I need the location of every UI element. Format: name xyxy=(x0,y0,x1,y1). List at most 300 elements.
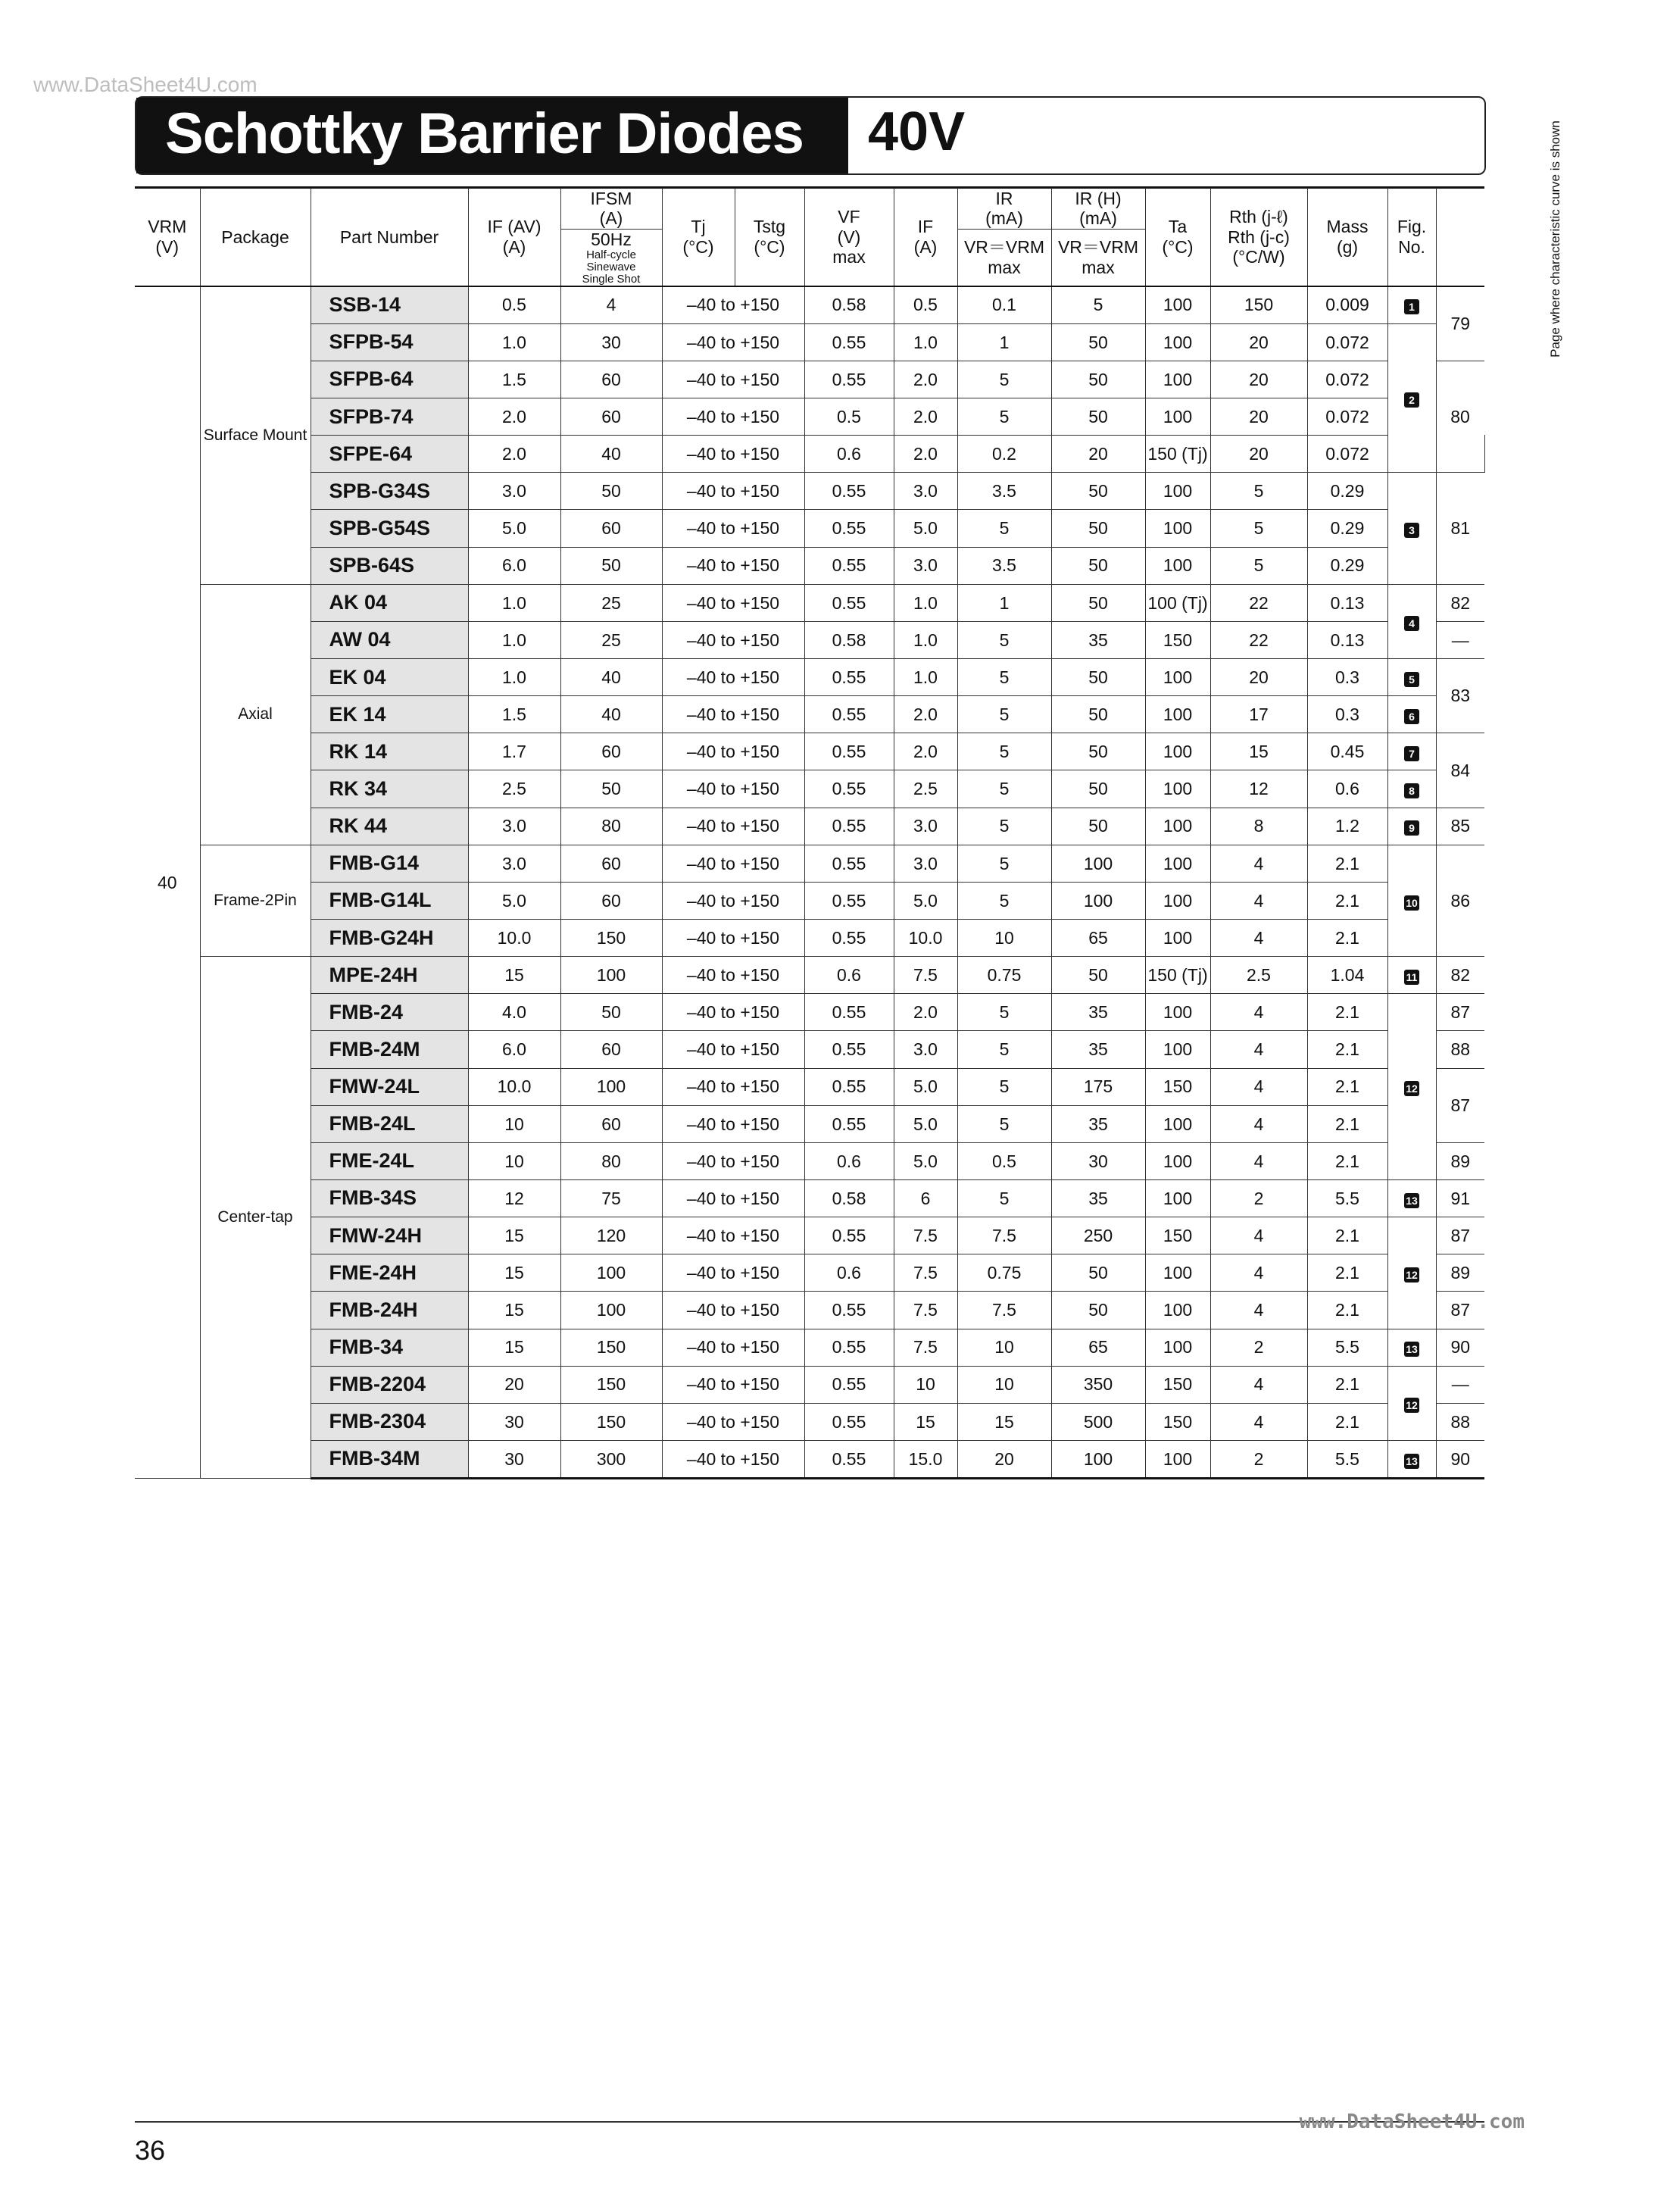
temp-range-cell: –40 to +150 xyxy=(662,1366,804,1403)
fig-cell xyxy=(1387,808,1436,845)
rth-cell: 17 xyxy=(1210,696,1307,733)
ir-cell: 5 xyxy=(957,1068,1051,1105)
part-number: SPB-64S xyxy=(311,547,468,584)
temp-range-cell: –40 to +150 xyxy=(662,436,804,473)
header-if-av: IF (AV) (A) xyxy=(468,188,560,286)
if-av-cell: 0.5 xyxy=(468,286,560,324)
if-cell: 1.0 xyxy=(894,658,957,695)
ta-cell: 100 xyxy=(1145,1105,1210,1142)
if-cell: 1.0 xyxy=(894,621,957,658)
temp-range-cell: –40 to +150 xyxy=(662,1217,804,1254)
part-number: FMB-24L xyxy=(311,1105,468,1142)
irh-cell: 100 xyxy=(1051,845,1145,882)
part-number: FMB-2304 xyxy=(311,1403,468,1440)
table-row xyxy=(135,1254,1484,1292)
part-number: FMW-24H xyxy=(311,1217,468,1254)
mass-cell: 0.13 xyxy=(1307,621,1387,658)
ifsm-cell: 30 xyxy=(560,323,662,361)
ta-cell: 100 xyxy=(1145,1142,1210,1179)
part-number: SSB-14 xyxy=(311,286,468,324)
table-row xyxy=(135,770,1484,808)
irh-cell: 35 xyxy=(1051,1105,1145,1142)
fig-cell xyxy=(1387,584,1436,658)
ir-cell: 3.5 xyxy=(957,547,1051,584)
part-number: SPB-G54S xyxy=(311,510,468,547)
ta-cell: 100 xyxy=(1145,658,1210,695)
fig-number-badge: 8 xyxy=(1404,783,1419,798)
mass-cell: 0.29 xyxy=(1307,510,1387,547)
ifsm-cell: 100 xyxy=(560,1254,662,1292)
part-number: FMB-24 xyxy=(311,994,468,1031)
if-av-cell: 5.0 xyxy=(468,510,560,547)
footer-rule xyxy=(135,2121,1484,2123)
fig-cell xyxy=(1387,1440,1436,1478)
mass-cell: 5.5 xyxy=(1307,1329,1387,1366)
mass-cell: 0.45 xyxy=(1307,733,1387,770)
table-row xyxy=(135,658,1484,695)
if-av-cell: 15 xyxy=(468,1329,560,1366)
page-ref-cell: 88 xyxy=(1436,1403,1484,1440)
vf-cell: 0.58 xyxy=(804,1179,894,1217)
ir-cell: 5 xyxy=(957,1031,1051,1068)
ir-cell: 1 xyxy=(957,584,1051,621)
irh-cell: 350 xyxy=(1051,1366,1145,1403)
header-ta: Ta (°C) xyxy=(1145,188,1210,286)
part-number: FMB-34 xyxy=(311,1329,468,1366)
table-row xyxy=(135,436,1484,473)
temp-range-cell: –40 to +150 xyxy=(662,1179,804,1217)
temp-range-cell: –40 to +150 xyxy=(662,808,804,845)
part-number: FMB-34M xyxy=(311,1440,468,1478)
header-tj: Tj (°C) xyxy=(662,188,735,286)
ta-cell: 150 xyxy=(1145,1217,1210,1254)
fig-number-badge: 7 xyxy=(1404,746,1419,761)
table-row xyxy=(135,1068,1484,1105)
rth-cell: 4 xyxy=(1210,1068,1307,1105)
ta-cell: 100 xyxy=(1145,808,1210,845)
irh-cell: 35 xyxy=(1051,1031,1145,1068)
package-cell: Center-tap xyxy=(200,957,311,1479)
page-ref-cell: 82 xyxy=(1436,957,1484,994)
vf-cell: 0.55 xyxy=(804,510,894,547)
page-ref-cell: 79 xyxy=(1436,286,1484,361)
fig-number-badge: 9 xyxy=(1404,820,1419,836)
fig-cell xyxy=(1387,696,1436,733)
page-ref-cell: 80 xyxy=(1436,361,1484,472)
if-av-cell: 30 xyxy=(468,1403,560,1440)
ifsm-cell: 60 xyxy=(560,733,662,770)
ir-cell: 5 xyxy=(957,1179,1051,1217)
if-cell: 10.0 xyxy=(894,919,957,956)
temp-range-cell: –40 to +150 xyxy=(662,919,804,956)
ir-cell: 7.5 xyxy=(957,1292,1051,1329)
fig-cell xyxy=(1387,1179,1436,1217)
if-cell: 2.0 xyxy=(894,436,957,473)
temp-range-cell: –40 to +150 xyxy=(662,696,804,733)
page-ref-cell: 81 xyxy=(1436,473,1484,584)
ta-cell: 100 xyxy=(1145,1440,1210,1478)
if-cell: 3.0 xyxy=(894,473,957,510)
table-row xyxy=(135,286,1484,324)
package-cell: Axial xyxy=(200,584,311,845)
vf-cell: 0.55 xyxy=(804,1217,894,1254)
page-ref-cell: 83 xyxy=(1436,658,1484,733)
if-cell: 5.0 xyxy=(894,510,957,547)
irh-cell: 50 xyxy=(1051,1254,1145,1292)
rth-cell: 20 xyxy=(1210,323,1307,361)
ta-cell: 100 xyxy=(1145,361,1210,398)
temp-range-cell: –40 to +150 xyxy=(662,473,804,510)
vf-cell: 0.6 xyxy=(804,957,894,994)
if-av-cell: 1.7 xyxy=(468,733,560,770)
ta-cell: 100 xyxy=(1145,510,1210,547)
vf-cell: 0.55 xyxy=(804,994,894,1031)
header-mass: Mass (g) xyxy=(1307,188,1387,286)
ifsm-cell: 40 xyxy=(560,436,662,473)
irh-cell: 35 xyxy=(1051,994,1145,1031)
ifsm-cell: 100 xyxy=(560,1068,662,1105)
ifsm-cell: 60 xyxy=(560,882,662,919)
vf-cell: 0.55 xyxy=(804,882,894,919)
ifsm-cell: 60 xyxy=(560,845,662,882)
ir-cell: 5 xyxy=(957,845,1051,882)
temp-range-cell: –40 to +150 xyxy=(662,1292,804,1329)
ifsm-cell: 50 xyxy=(560,770,662,808)
header-vrm: VRM (V) xyxy=(135,188,200,286)
if-av-cell: 20 xyxy=(468,1366,560,1403)
if-av-cell: 15 xyxy=(468,1292,560,1329)
mass-cell: 2.1 xyxy=(1307,919,1387,956)
if-av-cell: 6.0 xyxy=(468,547,560,584)
irh-cell: 65 xyxy=(1051,919,1145,956)
vf-cell: 0.58 xyxy=(804,621,894,658)
part-number: SPB-G34S xyxy=(311,473,468,510)
mass-cell: 0.29 xyxy=(1307,473,1387,510)
rth-cell: 5 xyxy=(1210,473,1307,510)
mass-cell: 2.1 xyxy=(1307,1105,1387,1142)
mass-cell: 0.6 xyxy=(1307,770,1387,808)
mass-cell: 2.1 xyxy=(1307,994,1387,1031)
page-number: 36 xyxy=(135,2135,166,2166)
table-row xyxy=(135,1217,1484,1254)
ir-cell: 0.5 xyxy=(957,1142,1051,1179)
part-number: FME-24H xyxy=(311,1254,468,1292)
header-part-number: Part Number xyxy=(311,188,468,286)
fig-number-badge: 10 xyxy=(1404,895,1419,911)
temp-range-cell: –40 to +150 xyxy=(662,361,804,398)
ir-cell: 5 xyxy=(957,621,1051,658)
ir-cell: 3.5 xyxy=(957,473,1051,510)
vf-cell: 0.55 xyxy=(804,323,894,361)
ir-cell: 10 xyxy=(957,919,1051,956)
table-row xyxy=(135,1105,1484,1142)
part-number: AK 04 xyxy=(311,584,468,621)
header-ifsm: IFSM (A) xyxy=(560,188,662,230)
ir-cell: 1 xyxy=(957,323,1051,361)
table-row xyxy=(135,473,1484,510)
rth-cell: 5 xyxy=(1210,547,1307,584)
fig-cell xyxy=(1387,1366,1436,1440)
table-row xyxy=(135,1179,1484,1217)
if-cell: 7.5 xyxy=(894,957,957,994)
rth-cell: 22 xyxy=(1210,621,1307,658)
ifsm-cell: 60 xyxy=(560,361,662,398)
fig-number-badge: 12 xyxy=(1404,1081,1419,1096)
if-av-cell: 12 xyxy=(468,1179,560,1217)
table-row xyxy=(135,584,1484,621)
ifsm-cell: 25 xyxy=(560,621,662,658)
irh-cell: 500 xyxy=(1051,1403,1145,1440)
temp-range-cell: –40 to +150 xyxy=(662,658,804,695)
irh-cell: 50 xyxy=(1051,361,1145,398)
page-ref-cell: 87 xyxy=(1436,1217,1484,1254)
fig-cell xyxy=(1387,473,1436,584)
vf-cell: 0.55 xyxy=(804,808,894,845)
fig-cell xyxy=(1387,1217,1436,1329)
page-ref-cell: 89 xyxy=(1436,1254,1484,1292)
if-cell: 7.5 xyxy=(894,1292,957,1329)
page-ref-cell: 87 xyxy=(1436,1292,1484,1329)
ir-cell: 5 xyxy=(957,1105,1051,1142)
mass-cell: 2.1 xyxy=(1307,1142,1387,1179)
irh-cell: 20 xyxy=(1051,436,1145,473)
ifsm-cell: 100 xyxy=(560,957,662,994)
if-cell: 3.0 xyxy=(894,1031,957,1068)
vf-cell: 0.6 xyxy=(804,1254,894,1292)
header-tstg: Tstg (°C) xyxy=(735,188,804,286)
fig-number-badge: 11 xyxy=(1404,970,1419,985)
fig-number-badge: 4 xyxy=(1404,616,1419,631)
fig-number-badge: 13 xyxy=(1404,1454,1419,1469)
irh-cell: 50 xyxy=(1051,510,1145,547)
ifsm-cell: 150 xyxy=(560,1329,662,1366)
mass-cell: 0.072 xyxy=(1307,361,1387,398)
header-page: Page where characteristic curve is shown xyxy=(1436,188,1484,286)
ir-cell: 5 xyxy=(957,658,1051,695)
fig-number-badge: 3 xyxy=(1404,523,1419,538)
page-ref-cell: 87 xyxy=(1436,994,1484,1031)
rth-cell: 150 xyxy=(1210,286,1307,324)
if-av-cell: 4.0 xyxy=(468,994,560,1031)
temp-range-cell: –40 to +150 xyxy=(662,1254,804,1292)
irh-cell: 30 xyxy=(1051,1142,1145,1179)
irh-cell: 175 xyxy=(1051,1068,1145,1105)
table-row xyxy=(135,1142,1484,1179)
ir-cell: 5 xyxy=(957,733,1051,770)
ifsm-cell: 150 xyxy=(560,1403,662,1440)
page-ref-cell: 88 xyxy=(1436,1031,1484,1068)
rth-cell: 15 xyxy=(1210,733,1307,770)
ta-cell: 100 xyxy=(1145,696,1210,733)
header-vf: VF (V) max xyxy=(804,188,894,286)
ta-cell: 100 xyxy=(1145,882,1210,919)
ir-cell: 10 xyxy=(957,1366,1051,1403)
rth-cell: 4 xyxy=(1210,1217,1307,1254)
ta-cell: 100 xyxy=(1145,547,1210,584)
ta-cell: 150 (Tj) xyxy=(1145,436,1210,473)
if-av-cell: 15 xyxy=(468,957,560,994)
part-number: SFPB-64 xyxy=(311,361,468,398)
ifsm-cell: 50 xyxy=(560,473,662,510)
if-cell: 5.0 xyxy=(894,882,957,919)
page-ref-cell: 90 xyxy=(1436,1329,1484,1366)
if-cell: 10 xyxy=(894,1366,957,1403)
page-ref-cell: 85 xyxy=(1436,808,1484,845)
fig-number-badge: 13 xyxy=(1404,1193,1419,1208)
table-row xyxy=(135,1292,1484,1329)
page-ref-cell: 84 xyxy=(1436,733,1484,808)
table-row xyxy=(135,398,1484,435)
rth-cell: 12 xyxy=(1210,770,1307,808)
ir-cell: 5 xyxy=(957,510,1051,547)
table-row xyxy=(135,808,1484,845)
if-av-cell: 10.0 xyxy=(468,1068,560,1105)
ifsm-cell: 50 xyxy=(560,994,662,1031)
ta-cell: 100 xyxy=(1145,770,1210,808)
if-av-cell: 1.0 xyxy=(468,323,560,361)
header-irh-condition: VR＝VRM max xyxy=(1051,229,1145,286)
if-av-cell: 3.0 xyxy=(468,845,560,882)
vf-cell: 0.55 xyxy=(804,473,894,510)
ifsm-cell: 150 xyxy=(560,1366,662,1403)
irh-cell: 50 xyxy=(1051,547,1145,584)
vf-cell: 0.55 xyxy=(804,1031,894,1068)
if-cell: 3.0 xyxy=(894,808,957,845)
page-title: Schottky Barrier Diodes xyxy=(165,102,804,166)
ir-cell: 10 xyxy=(957,1329,1051,1366)
table-row xyxy=(135,882,1484,919)
temp-range-cell: –40 to +150 xyxy=(662,1105,804,1142)
fig-cell xyxy=(1387,770,1436,808)
part-number: FMB-24M xyxy=(311,1031,468,1068)
irh-cell: 50 xyxy=(1051,808,1145,845)
ir-cell: 0.1 xyxy=(957,286,1051,324)
ta-cell: 100 xyxy=(1145,919,1210,956)
ta-cell: 100 xyxy=(1145,1254,1210,1292)
if-cell: 5.0 xyxy=(894,1142,957,1179)
table-row xyxy=(135,547,1484,584)
if-cell: 15 xyxy=(894,1403,957,1440)
irh-cell: 100 xyxy=(1051,1440,1145,1478)
ir-cell: 20 xyxy=(957,1440,1051,1478)
page-ref-cell: 82 xyxy=(1436,584,1484,621)
watermark-bottom: www.DataSheet4U.com xyxy=(1299,2110,1525,2133)
fig-number-badge: 12 xyxy=(1404,1398,1419,1413)
part-number: FMB-G14 xyxy=(311,845,468,882)
vf-cell: 0.55 xyxy=(804,1366,894,1403)
if-cell: 6 xyxy=(894,1179,957,1217)
temp-range-cell: –40 to +150 xyxy=(662,1031,804,1068)
if-cell: 5.0 xyxy=(894,1105,957,1142)
part-number: FMW-24L xyxy=(311,1068,468,1105)
table-row xyxy=(135,845,1484,882)
vf-cell: 0.5 xyxy=(804,398,894,435)
table-row xyxy=(135,1031,1484,1068)
part-number: FMB-24H xyxy=(311,1292,468,1329)
header-ir-condition: VR＝VRM max xyxy=(957,229,1051,286)
vrm-value: 40 xyxy=(135,286,200,1479)
rth-cell: 4 xyxy=(1210,1142,1307,1179)
vf-cell: 0.55 xyxy=(804,919,894,956)
part-number: FMB-G14L xyxy=(311,882,468,919)
table-row xyxy=(135,1329,1484,1366)
header-irh: IR (H) (mA) xyxy=(1051,188,1145,230)
fig-cell xyxy=(1387,994,1436,1180)
vf-cell: 0.6 xyxy=(804,436,894,473)
temp-range-cell: –40 to +150 xyxy=(662,1068,804,1105)
irh-cell: 50 xyxy=(1051,733,1145,770)
mass-cell: 2.1 xyxy=(1307,1403,1387,1440)
irh-cell: 50 xyxy=(1051,1292,1145,1329)
rth-cell: 4 xyxy=(1210,1366,1307,1403)
temp-range-cell: –40 to +150 xyxy=(662,323,804,361)
temp-range-cell: –40 to +150 xyxy=(662,882,804,919)
rth-cell: 4 xyxy=(1210,994,1307,1031)
temp-range-cell: –40 to +150 xyxy=(662,733,804,770)
ta-cell: 100 xyxy=(1145,323,1210,361)
table-row xyxy=(135,361,1484,398)
temp-range-cell: –40 to +150 xyxy=(662,770,804,808)
ta-cell: 100 xyxy=(1145,1292,1210,1329)
mass-cell: 0.072 xyxy=(1307,398,1387,435)
temp-range-cell: –40 to +150 xyxy=(662,845,804,882)
ta-cell: 100 xyxy=(1145,473,1210,510)
if-cell: 2.0 xyxy=(894,994,957,1031)
vf-cell: 0.55 xyxy=(804,1292,894,1329)
rth-cell: 4 xyxy=(1210,845,1307,882)
rth-cell: 4 xyxy=(1210,1105,1307,1142)
if-cell: 5.0 xyxy=(894,1068,957,1105)
rth-cell: 4 xyxy=(1210,919,1307,956)
table-row xyxy=(135,733,1484,770)
if-cell: 1.0 xyxy=(894,584,957,621)
table-row xyxy=(135,919,1484,956)
irh-cell: 100 xyxy=(1051,882,1145,919)
table-row xyxy=(135,510,1484,547)
vf-cell: 0.55 xyxy=(804,658,894,695)
ta-cell: 150 (Tj) xyxy=(1145,957,1210,994)
part-number: FMB-34S xyxy=(311,1179,468,1217)
mass-cell: 2.1 xyxy=(1307,1217,1387,1254)
rth-cell: 2 xyxy=(1210,1329,1307,1366)
rth-cell: 2.5 xyxy=(1210,957,1307,994)
vf-cell: 0.55 xyxy=(804,1403,894,1440)
temp-range-cell: –40 to +150 xyxy=(662,510,804,547)
temp-range-cell: –40 to +150 xyxy=(662,286,804,324)
ifsm-cell: 120 xyxy=(560,1217,662,1254)
header-package: Package xyxy=(200,188,311,286)
page-ref-cell: — xyxy=(1436,1366,1484,1403)
temp-range-cell: –40 to +150 xyxy=(662,1142,804,1179)
fig-number-badge: 12 xyxy=(1404,1267,1419,1283)
fig-number-badge: 2 xyxy=(1404,392,1419,408)
fig-number-badge: 5 xyxy=(1404,672,1419,687)
if-av-cell: 1.5 xyxy=(468,696,560,733)
ir-cell: 5 xyxy=(957,361,1051,398)
rth-cell: 2 xyxy=(1210,1179,1307,1217)
ta-cell: 100 xyxy=(1145,845,1210,882)
mass-cell: 2.1 xyxy=(1307,1292,1387,1329)
if-cell: 0.5 xyxy=(894,286,957,324)
rth-cell: 20 xyxy=(1210,398,1307,435)
ifsm-cell: 150 xyxy=(560,919,662,956)
if-av-cell: 5.0 xyxy=(468,882,560,919)
if-av-cell: 10.0 xyxy=(468,919,560,956)
ta-cell: 100 xyxy=(1145,286,1210,324)
ir-cell: 5 xyxy=(957,696,1051,733)
mass-cell: 5.5 xyxy=(1307,1440,1387,1478)
irh-cell: 35 xyxy=(1051,1179,1145,1217)
